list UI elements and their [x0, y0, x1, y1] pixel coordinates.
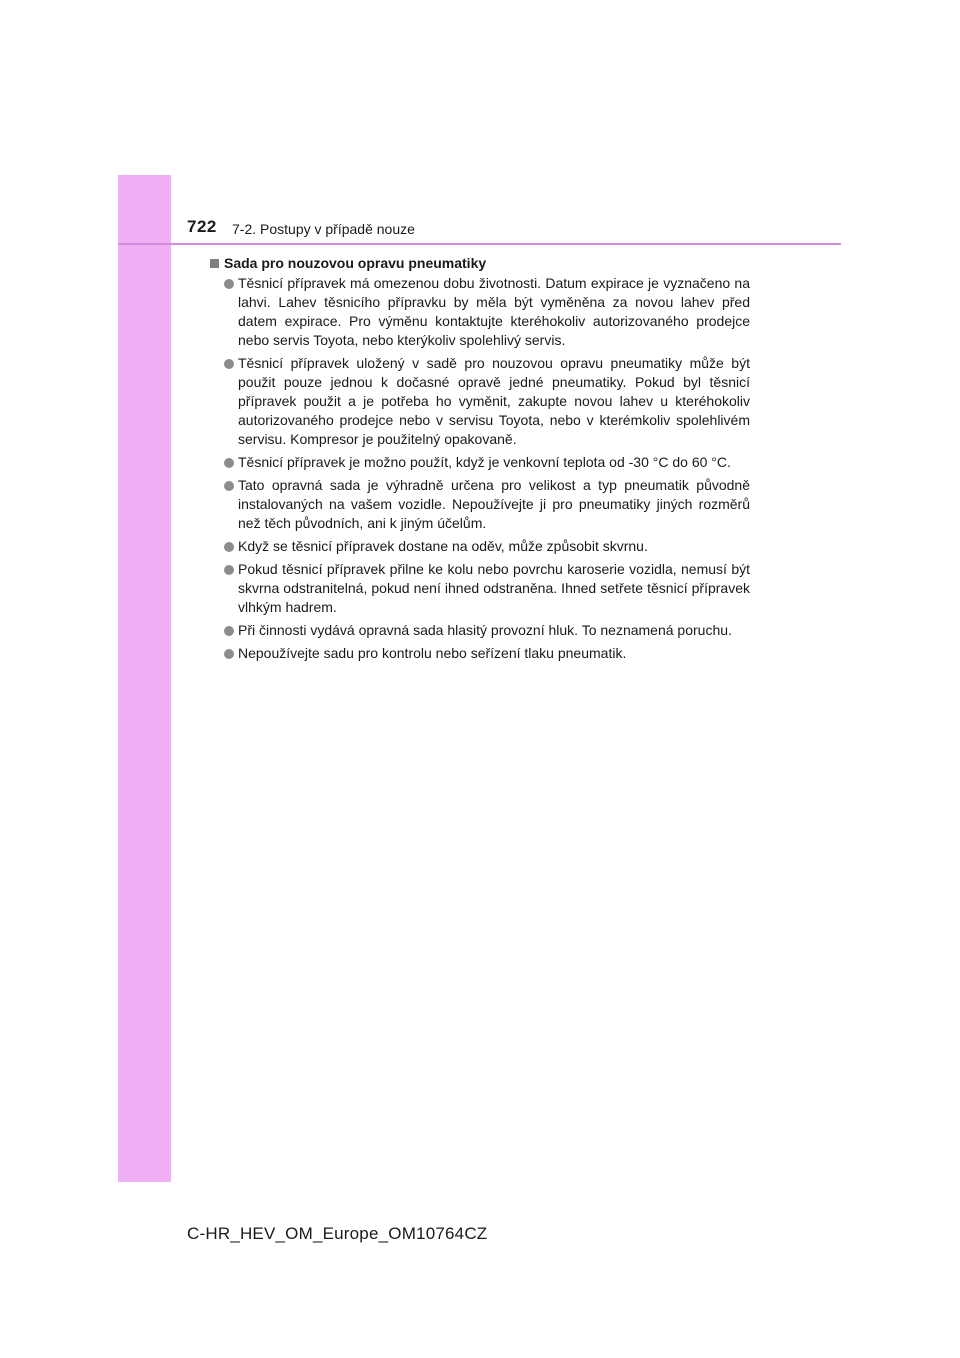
circle-bullet-icon	[224, 649, 234, 659]
section-heading	[210, 254, 750, 273]
bullet-list	[210, 274, 750, 663]
circle-bullet-icon	[224, 565, 234, 575]
side-color-band	[118, 175, 171, 1182]
list-item-text: Pokud těsnicí přípravek přilne ke kolu nebo povrchu karoserie vozidla, nemusí být skvrna odstranitelná, pokud není ihned odstraněna. Ihned setřete těsnicí přípravek vlhkým hadrem.	[238, 561, 750, 615]
list-item-text: Tato opravná sada je výhradně určena pro velikost a typ pneumatik původně instalovaných na vašem vozidle. Nepoužívejte ji pro pneumatiky jiných rozměrů než těch původních, ani k jiným účelům.	[238, 477, 750, 531]
list-item	[210, 621, 750, 640]
main-content	[210, 254, 750, 667]
list-item-text: Těsnicí přípravek uložený v sadě pro nouzovou opravu pneumatiky může být použit pouze jednou k dočasné opravě jedné pneumatiky. Pokud byl těsnicí přípravek použit a je potřeba ho vyměnit, zakupte novou lahev u kteréhokoliv autorizovaného prodejce nebo v servisu Toyota, nebo v kterémkoliv spolehlivém servisu. Kompresor je použitelný opakovaně.	[238, 355, 750, 447]
section-heading-text: Sada pro nouzovou opravu pneumatiky	[224, 255, 487, 271]
list-item-text: Když se těsnicí přípravek dostane na oděv, může způsobit skvrnu.	[238, 538, 648, 554]
list-item	[210, 476, 750, 533]
list-item	[210, 274, 750, 350]
circle-bullet-icon	[224, 359, 234, 369]
list-item-text: Nepoužívejte sadu pro kontrolu nebo seřízení tlaku pneumatik.	[238, 645, 627, 661]
list-item	[210, 644, 750, 663]
circle-bullet-icon	[224, 279, 234, 289]
square-bullet-icon	[210, 259, 219, 268]
header-divider	[118, 243, 841, 245]
list-item	[210, 354, 750, 449]
page-number: 722	[187, 217, 217, 236]
list-item-text: Těsnicí přípravek je možno použít, když je venkovní teplota od -30 °C do 60 °C.	[238, 454, 731, 470]
circle-bullet-icon	[224, 458, 234, 468]
document-code: C-HR_HEV_OM_Europe_OM10764CZ	[187, 1224, 488, 1243]
circle-bullet-icon	[224, 626, 234, 636]
section-title: 7-2. Postupy v případě nouze	[232, 221, 415, 237]
circle-bullet-icon	[224, 481, 234, 491]
list-item	[210, 453, 750, 472]
list-item	[210, 560, 750, 617]
circle-bullet-icon	[224, 542, 234, 552]
list-item-text: Těsnicí přípravek má omezenou dobu životnosti. Datum expirace je vyznačeno na lahvi. Lahev těsnicího přípravku by měla být vyměněna za novou lahev před datem expirace. Pro výměnu kontaktujte kteréhokoliv autorizovaného prodejce nebo servis Toyota, nebo kterýkoliv spolehlivý servis.	[238, 275, 750, 348]
list-item	[210, 537, 750, 556]
list-item-text: Při činnosti vydává opravná sada hlasitý provozní hluk. To neznamená poruchu.	[238, 622, 732, 638]
